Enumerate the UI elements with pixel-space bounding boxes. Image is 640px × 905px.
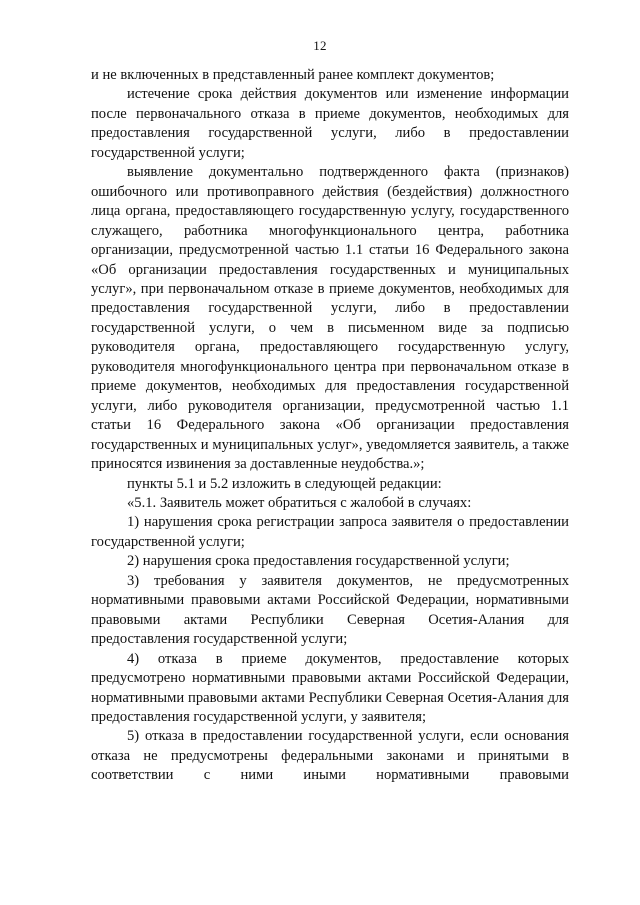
paragraph-clause-5-1: «5.1. Заявитель может обратиться с жалобой в случаях: <box>127 494 472 511</box>
list-item-5: 5) отказа в предоставлении государственной услуги, если основания отказа не предусмотрены федеральными законами и принятыми в соответствии с ними иными нормативными правовыми <box>91 728 569 784</box>
paragraph-erroneous-action: выявление документально подтвержденного факта (признаков) ошибочного или противоправного действия (бездействия) должностного лица органа, предоставляющего государственную услугу, государственного служащего, работника многофункционального центра, работника организации, предусмотренной частью 1.1 статьи 16 Федерального закона «Об организации предоставления государственных и муниципальных услуг», при первоначальном отказе в приеме документов, необходимых для предоставления государственной услуги, либо в предоставлении государственной услуги, о чем в письменном виде за подписью руководителя органа, предоставляющего государственную услугу, руководителя многофункционального центра при первоначальном отказе в приеме документов, необходимых для предоставления государственной услуги, либо руководителя организации, предусмотренной частью 1.1 статьи 16 Федерального закона «Об организации предоставления государственных и муниципальных услуг», уведомляется заявитель, а также приносятся извинения за доставленные неудобства.»; <box>91 164 569 473</box>
list-item-3: 3) требования у заявителя документов, не предусмотренных нормативными правовыми актами Российской Федерации, нормативными правовыми актами Республики Северная Осетия-Алания для предоставления государственной услуги; <box>91 572 569 648</box>
list-item-2: 2) нарушения срока предоставления государственной услуги; <box>127 553 510 570</box>
document-body <box>91 66 569 786</box>
page-number: 12 <box>313 38 327 53</box>
list-item-1: 1) нарушения срока регистрации запроса заявителя о предоставлении государственной услуги; <box>91 514 569 550</box>
list-item-4: 4) отказа в приеме документов, предоставление которых предусмотрено нормативными правовыми актами Российской Федерации, нормативными правовыми актами Республики Северная Осетия-Алания для предоставления государственной услуги, у заявителя; <box>91 650 569 725</box>
paragraph-expiry-of-documents: истечение срока действия документов или изменение информации после первоначального отказа в приеме документов, необходимых для предоставления государственной услуги, либо в предоставлении государственной услуги; <box>91 86 569 161</box>
paragraph-amendment-instruction: пункты 5.1 и 5.2 изложить в следующей редакции: <box>127 475 442 492</box>
paragraph-continuation: и не включенных в представленный ранее комплект документов; <box>91 67 495 83</box>
